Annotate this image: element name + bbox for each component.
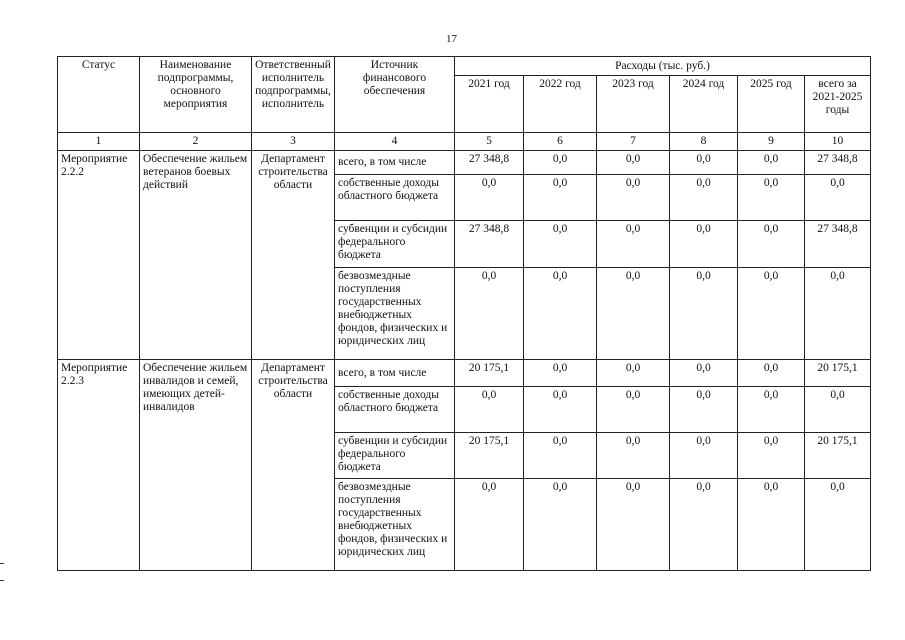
value-cell: 0,0	[455, 175, 524, 221]
funding-source: всего, в том числе	[335, 360, 455, 387]
value-cell: 0,0	[455, 387, 524, 433]
column-number: 6	[524, 133, 597, 151]
column-number: 1	[58, 133, 140, 151]
margin-mark	[0, 580, 4, 581]
value-cell: 0,0	[455, 479, 524, 571]
header-year-2025: 2025 год	[738, 76, 805, 133]
value-cell: 0,0	[805, 175, 871, 221]
funding-source: всего, в том числе	[335, 151, 455, 175]
column-number: 5	[455, 133, 524, 151]
value-cell: 0,0	[738, 433, 805, 479]
value-cell: 0,0	[670, 175, 738, 221]
header-source: Источник финансового обеспечения	[335, 57, 455, 133]
value-cell: 0,0	[524, 221, 597, 268]
value-cell: 0,0	[738, 360, 805, 387]
value-cell: 0,0	[455, 268, 524, 360]
value-cell: 20 175,1	[455, 360, 524, 387]
page-number: 17	[446, 33, 457, 45]
value-cell: 0,0	[805, 479, 871, 571]
value-cell: 0,0	[524, 175, 597, 221]
value-cell: 0,0	[805, 387, 871, 433]
header-status: Статус	[58, 57, 140, 133]
value-cell: 0,0	[524, 268, 597, 360]
column-number: 3	[252, 133, 335, 151]
value-cell: 0,0	[670, 479, 738, 571]
value-cell: 20 175,1	[805, 433, 871, 479]
value-cell: 0,0	[597, 175, 670, 221]
event-status: Мероприятие 2.2.3	[58, 360, 140, 571]
value-cell: 0,0	[524, 387, 597, 433]
header-year-2021: 2021 год	[455, 76, 524, 133]
value-cell: 0,0	[524, 479, 597, 571]
event-name: Обеспечение жильем ветеранов боевых действий	[140, 151, 252, 360]
value-cell: 27 348,8	[455, 221, 524, 268]
column-number: 9	[738, 133, 805, 151]
value-cell: 0,0	[597, 433, 670, 479]
funding-source: собственные доходы областного бюджета	[335, 175, 455, 221]
value-cell: 27 348,8	[805, 221, 871, 268]
value-cell: 0,0	[670, 387, 738, 433]
header-year-2022: 2022 год	[524, 76, 597, 133]
value-cell: 0,0	[670, 268, 738, 360]
event-executor: Департамент строительства области	[252, 151, 335, 360]
funding-source: безвозмездные поступления государственных внебюджетных фондов, физических и юридических лиц	[335, 268, 455, 360]
value-cell: 0,0	[597, 387, 670, 433]
value-cell: 0,0	[738, 479, 805, 571]
value-cell: 0,0	[738, 221, 805, 268]
header-year-2024: 2024 год	[670, 76, 738, 133]
column-number: 4	[335, 133, 455, 151]
column-number: 8	[670, 133, 738, 151]
value-cell: 0,0	[524, 151, 597, 175]
value-cell: 0,0	[670, 360, 738, 387]
header-expenses: Расходы (тыс. руб.)	[455, 57, 871, 76]
value-cell: 0,0	[738, 268, 805, 360]
event-name: Обеспечение жильем инвалидов и семей, имеющих детей-инвалидов	[140, 360, 252, 571]
column-number: 7	[597, 133, 670, 151]
funding-source: субвенции и субсидии федерального бюджета	[335, 433, 455, 479]
event-status: Мероприятие 2.2.2	[58, 151, 140, 360]
event-executor: Департамент строительства области	[252, 360, 335, 571]
value-cell: 20 175,1	[805, 360, 871, 387]
header-name: Наименование подпрограммы, основного мероприятия	[140, 57, 252, 133]
header-year-total: всего за 2021-2025 годы	[805, 76, 871, 133]
value-cell: 0,0	[597, 360, 670, 387]
value-cell: 27 348,8	[805, 151, 871, 175]
value-cell: 0,0	[670, 433, 738, 479]
column-number: 10	[805, 133, 871, 151]
value-cell: 0,0	[805, 268, 871, 360]
column-number: 2	[140, 133, 252, 151]
value-cell: 20 175,1	[455, 433, 524, 479]
value-cell: 0,0	[670, 151, 738, 175]
value-cell: 0,0	[738, 175, 805, 221]
value-cell: 0,0	[738, 387, 805, 433]
value-cell: 0,0	[597, 151, 670, 175]
funding-source: безвозмездные поступления государственных внебюджетных фондов, физических и юридических лиц	[335, 479, 455, 571]
margin-mark	[0, 563, 4, 564]
value-cell: 0,0	[738, 151, 805, 175]
funding-source: собственные доходы областного бюджета	[335, 387, 455, 433]
header-year-2023: 2023 год	[597, 76, 670, 133]
value-cell: 0,0	[524, 360, 597, 387]
value-cell: 27 348,8	[455, 151, 524, 175]
budget-table	[57, 56, 871, 571]
value-cell: 0,0	[597, 479, 670, 571]
value-cell: 0,0	[524, 433, 597, 479]
value-cell: 0,0	[597, 221, 670, 268]
value-cell: 0,0	[597, 268, 670, 360]
funding-source: субвенции и субсидии федерального бюджета	[335, 221, 455, 268]
value-cell: 0,0	[670, 221, 738, 268]
header-executor: Ответственный исполнитель подпрограммы, исполнитель	[252, 57, 335, 133]
